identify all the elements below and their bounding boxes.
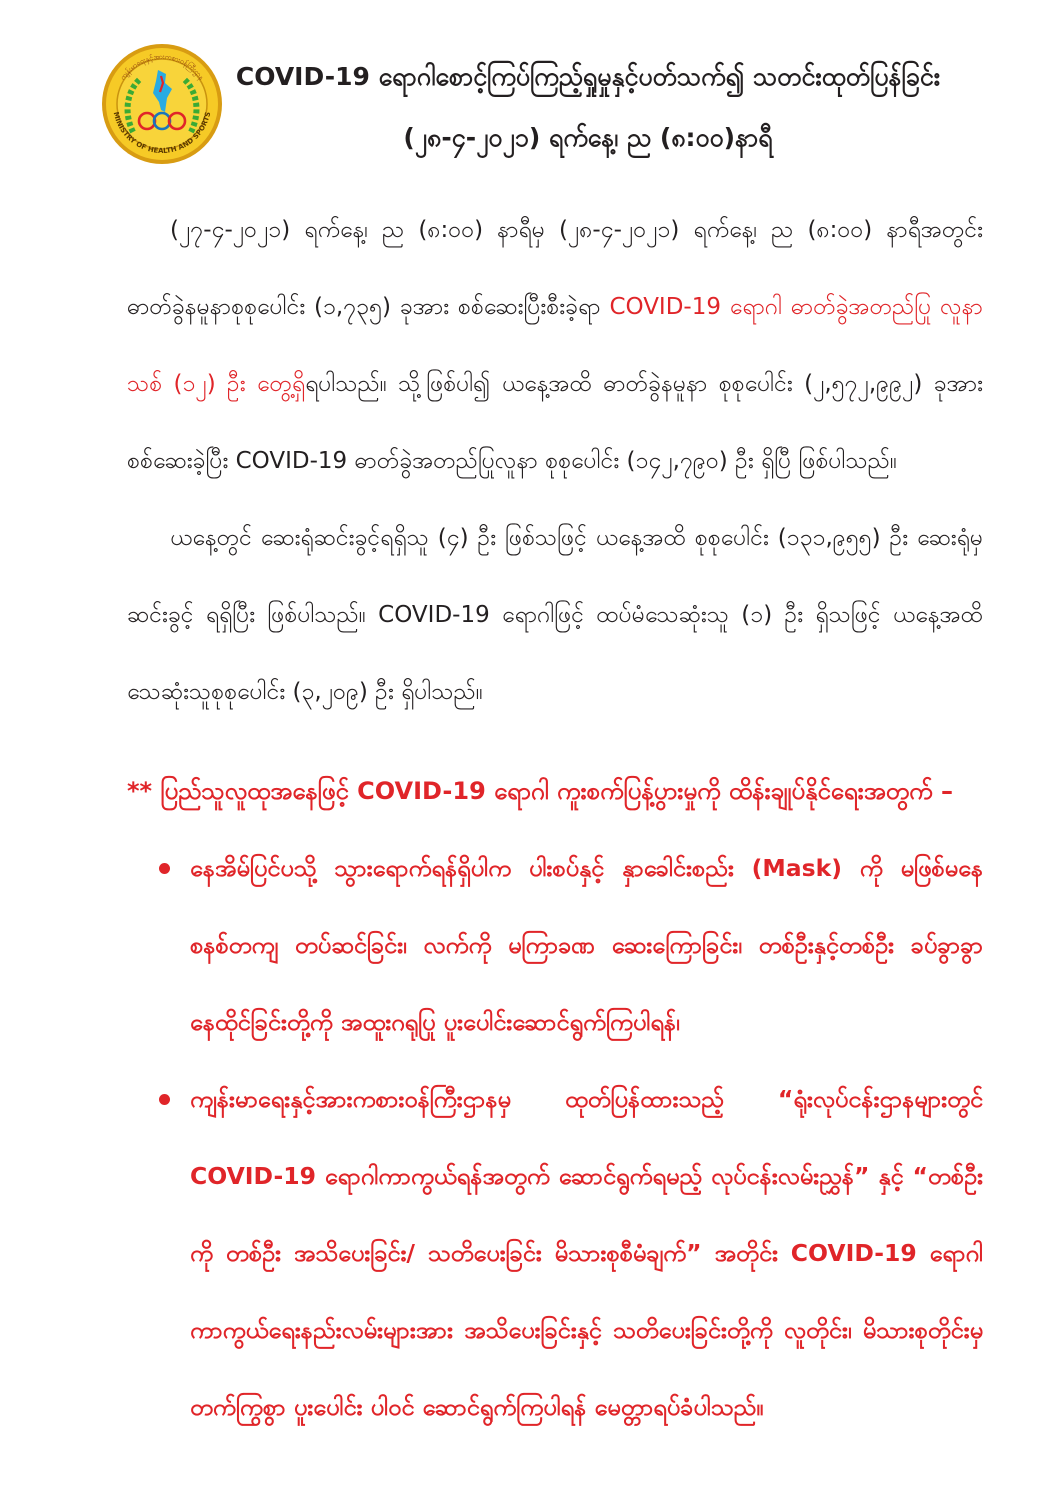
document-title: COVID-19 ရောဂါစောင့်ကြပ်ကြည့်ရှုမှုနှင့်ပတ်သက်၍ သတင်းထုတ်ပြန်ခြင်း [235,62,941,91]
document-date-line: (၂၈-၄-၂၀၂၁) ရက်နေ့၊ ည (၈:၀၀)နာရီ [403,122,773,152]
paragraph-lab-results [127,192,983,500]
document-body [127,192,983,1446]
advisory-bullet-text: နေအိမ်ပြင်ပသို့ သွားရောက်ရန်ရှိပါက ပါးစပ်နှင့် နှာခေါင်းစည်း (Mask) ကို မဖြစ်မနေ စနစ်တကျ တပ်ဆင်ခြင်း၊ လက်ကို မကြာခဏ ဆေးကြောခြင်း၊ တစ်ဦးနှင့်တစ်ဦး ခပ်ခွာခွာ နေထိုင်ခြင်းတို့ကို အထူးဂရုပြု ပူးပေါင်းဆောင်ရွက်ကြပါရန်၊ [190,854,983,1036]
paragraph1-black-segment-1: (၂၇-၄-၂၀၂၁) ရက်နေ့၊ ည (၈:၀၀) နာရီမှ (၂၈-၄-၂၀၂၁) ရက်နေ့၊ ည (၈:၀၀) နာရီအတွင်း ဓာတ်ခွဲနမူနာစုစုပေါင်း (၁,၇၃၅) ခုအား စစ်ဆေးပြီးစီးခဲ့ရာ [127,217,983,320]
mohs-seal-logo [100,42,224,166]
advisory-bullet-guidelines [127,1061,983,1446]
bullet-dot-icon [159,863,170,874]
bullet-dot-icon [159,1094,170,1105]
mohs-seal-graphic [100,42,224,166]
paragraph-discharges-deaths: ယနေ့တွင် ဆေးရုံဆင်းခွင့်ရရှိသူ (၄) ဦး ဖြစ်သဖြင့် ယနေ့အထိ စုစုပေါင်း (၁၃၁,၉၅၅) ဦး ဆေးရုံမှ ဆင်းခွင့် ရရှိပြီး ဖြစ်ပါသည်။ COVID-19 ရောဂါဖြင့် ထပ်မံသေဆုံးသူ (၁) ဦး ရှိသဖြင့် ယနေ့အထိ သေဆုံးသူစုစုပေါင်း (၃,၂၀၉) ဦး ရှိပါသည်။ [127,525,983,705]
advisory-section [127,753,983,1446]
seal-english-ring-text: MINISTRY OF HEALTH AND SPORTS [111,111,213,156]
advisory-bullet-mask-hygiene [127,830,983,1061]
seal-burmese-ring-text: ကျန်းမာရေးနှင့်အားကစားဝန်ကြီးဌာန [118,52,206,82]
paragraph1-black-segment-2: ရပါသည်။ သို့ဖြစ်ပါ၍ ယနေ့အထိ ဓာတ်ခွဲနမူနာ စုစုပေါင်း (၂,၅၇၂,၉၉၂) ခုအား စစ်ဆေးခဲ့ပြီး COVID-19 ဓာတ်ခွဲအတည်ပြုလူနာ စုစုပေါင်း (၁၄၂,၇၉၀) ဦး ရှိပြီ ဖြစ်ပါသည်။ [127,371,984,474]
paragraph1-red-segment: COVID-19 ရောဂါ ဓာတ်ခွဲအတည်ပြု လူနာသစ် (၁၂) ဦး တွေ့ရှိ [127,294,983,397]
advisory-heading: ** ပြည်သူလူထုအနေဖြင့် COVID-19 ရောဂါ ကူးစက်ပြန့်ပွားမှုကို ထိန်းချုပ်နိုင်ရေးအတွက် – [127,777,953,805]
advisory-bullet-text: ကျန်းမာရေးနှင့်အားကစားဝန်ကြီးဌာနမှ ထုတ်ပြန်ထားသည့် “ရုံးလုပ်ငန်းဌာနများတွင် COVID-19 ရောဂါကာကွယ်ရန်အတွက် ဆောင်ရွက်ရမည့် လုပ်ငန်းလမ်းညွှန်” နှင့် “တစ်ဦးကို တစ်ဦး အသိပေးခြင်း/ သတိပေးခြင်း မိသားစုစီမံချက်” အတိုင်း COVID-19 ရောဂါ ကာကွယ်ရေးနည်းလမ်းများအား အသိပေးခြင်းနှင့် သတိပေးခြင်းတို့ကို လူတိုင်း၊ မိသားစုတိုင်းမှ တက်ကြွစွာ ပူးပေါင်း ပါဝင် ဆောင်ရွက်ကြပါရန် မေတ္တာရပ်ခံပါသည်။ [190,1085,983,1421]
document-header [232,58,944,159]
